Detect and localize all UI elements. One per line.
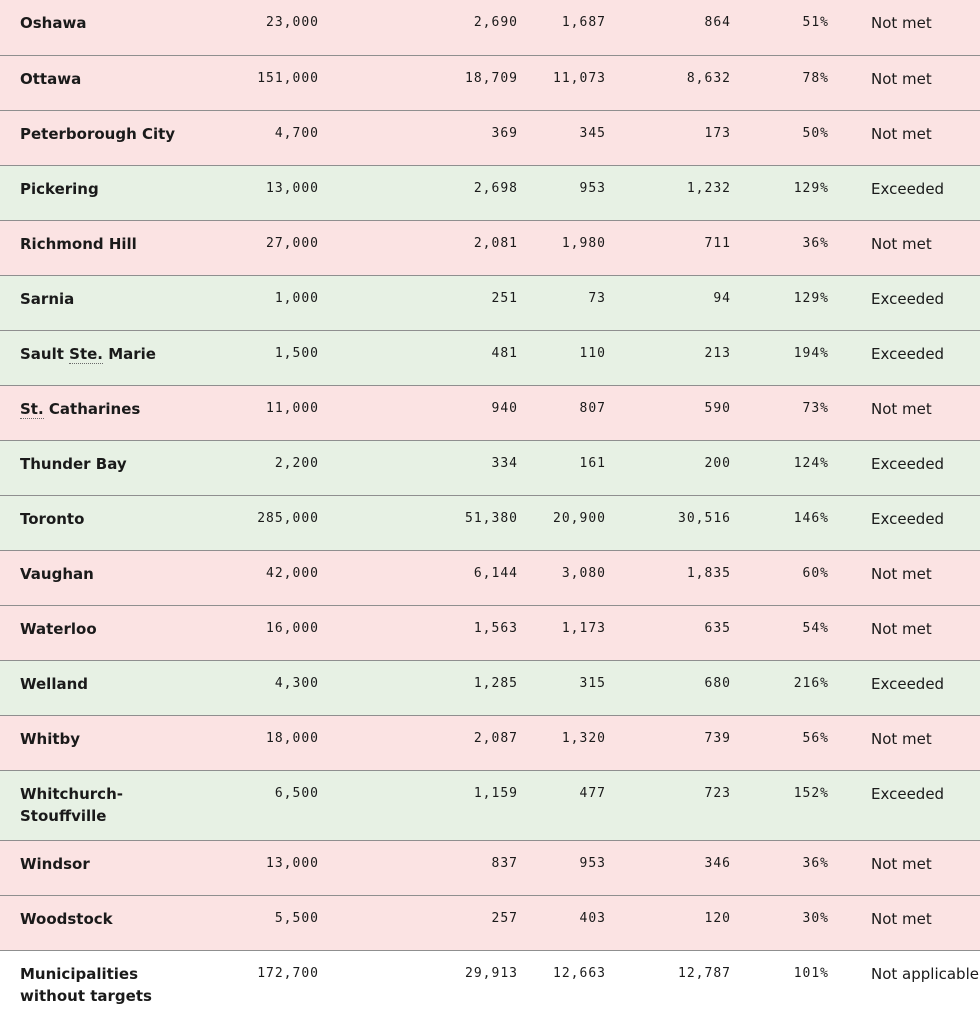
value-cell: 6,144 [473,565,518,581]
percent-value: 60% [802,565,829,581]
value-cell: 315 [579,675,606,691]
target-value: 13,000 [266,180,319,196]
table-row [0,440,980,495]
value-cell: 1,687 [561,15,606,30]
table-row [0,715,980,770]
value-cell: 1,173 [561,620,606,636]
value-cell: 2,690 [473,15,518,30]
value-cell: 369 [491,125,518,141]
table-row [0,950,980,1020]
value-cell: 94 [713,290,731,306]
value-cell: 481 [491,345,518,361]
table-row [0,385,980,440]
table-row [0,840,980,895]
value-cell: 213 [704,345,731,361]
status-text: Not applicable [871,964,979,983]
value-cell: 2,087 [473,730,518,746]
value-cell: 1,835 [686,565,731,581]
table-row [0,495,980,550]
table-row [0,110,980,165]
percent-value: 101% [793,965,829,981]
municipality-name: Welland [20,674,89,693]
status-text: Not met [871,909,932,928]
municipality-name: Ottawa [20,69,82,88]
municipality-name: Pickering [20,179,99,198]
value-cell: 1,980 [561,235,606,251]
table-row [0,550,980,605]
municipality-name: Thunder Bay [20,454,127,473]
target-value: 13,000 [266,855,319,871]
status-text: Not met [871,619,932,638]
value-cell: 200 [704,455,731,471]
table-row [0,330,980,385]
percent-value: 73% [802,400,829,416]
target-value: 2,200 [274,455,319,471]
target-value: 151,000 [257,70,319,86]
status-text: Not met [871,564,932,583]
name-line: Municipalities [20,964,139,983]
value-cell: 590 [704,400,731,416]
percent-value: 152% [793,785,829,801]
table-row [0,55,980,110]
value-cell: 1,563 [473,620,518,636]
value-cell: 403 [579,910,606,926]
value-cell: 257 [491,910,518,926]
value-cell: 161 [579,455,606,471]
value-cell: 20,900 [553,510,606,526]
status-text: Exceeded [871,454,945,473]
value-cell: 8,632 [686,70,731,86]
table-row [0,220,980,275]
value-cell: 29,913 [465,965,518,981]
value-cell: 18,709 [465,70,518,86]
value-cell: 680 [704,675,731,691]
value-cell: 1,320 [561,730,606,746]
status-text: Not met [871,399,932,418]
status-text: Exceeded [871,179,945,198]
municipality-name [0,385,200,440]
municipality-name: Richmond Hill [20,234,137,253]
target-value: 23,000 [266,15,319,30]
status-text: Exceeded [871,784,945,803]
table-row [0,165,980,220]
percent-value: 216% [793,675,829,691]
value-cell: 110 [579,345,606,361]
abbreviation: St. [20,399,44,418]
value-cell: 837 [491,855,518,871]
value-cell: 723 [704,785,731,801]
percent-value: 78% [802,70,829,86]
value-cell: 739 [704,730,731,746]
value-cell: 251 [491,290,518,306]
value-cell: 73 [588,290,606,306]
municipality-name: Vaughan [20,564,94,583]
municipality-name: Sarnia [20,289,75,308]
value-cell: 635 [704,620,731,636]
status-text: Not met [871,854,932,873]
status-text: Not met [871,69,932,88]
percent-value: 54% [802,620,829,636]
value-cell: 1,285 [473,675,518,691]
municipality-name: Oshawa [20,14,87,32]
value-cell: 953 [579,180,606,196]
percent-value: 129% [793,180,829,196]
status-text: Not met [871,729,932,748]
value-cell: 334 [491,455,518,471]
name-line: Whitchurch- [20,784,123,803]
percent-value: 194% [793,345,829,361]
municipality-name: Woodstock [20,909,113,928]
municipality-name: Whitby [20,729,81,748]
value-cell: 12,663 [553,965,606,981]
percent-value: 36% [802,235,829,251]
target-value: 11,000 [266,400,319,416]
value-cell: 2,698 [473,180,518,196]
name-part: Catharines [43,399,141,418]
table-row [0,660,980,715]
municipality-name: Toronto [20,509,85,528]
target-value: 285,000 [257,510,319,526]
status-text: Not met [871,234,932,253]
municipality-name [0,330,200,385]
value-cell: 12,787 [678,965,731,981]
name-part: Sault [20,344,70,363]
value-cell: 345 [579,125,606,141]
municipality-name [0,950,200,1020]
status-text: Exceeded [871,674,945,693]
status-text: Exceeded [871,509,945,528]
percent-value: 146% [793,510,829,526]
status-text: Exceeded [871,289,945,308]
value-cell: 711 [704,235,731,251]
abbreviation: Ste. [69,344,103,363]
percent-value: 51% [802,15,829,30]
value-cell: 120 [704,910,731,926]
value-cell: 30,516 [678,510,731,526]
value-cell: 953 [579,855,606,871]
value-cell: 11,073 [553,70,606,86]
name-part: Marie [103,344,156,363]
percent-value: 50% [802,125,829,141]
value-cell: 2,081 [473,235,518,251]
target-value: 1,500 [274,345,319,361]
table-row [0,275,980,330]
value-cell: 173 [704,125,731,141]
percent-value: 56% [802,730,829,746]
value-cell: 1,159 [473,785,518,801]
name-line: Stouffville [20,806,107,825]
municipality-name [0,770,200,840]
target-value: 172,700 [257,965,319,981]
table-row [0,770,980,840]
target-value: 42,000 [266,565,319,581]
percent-value: 30% [802,910,829,926]
target-value: 18,000 [266,730,319,746]
value-cell: 346 [704,855,731,871]
target-value: 16,000 [266,620,319,636]
status-text: Exceeded [871,344,945,363]
target-value: 1,000 [274,290,319,306]
municipality-name: Windsor [20,854,90,873]
value-cell: 807 [579,400,606,416]
table-row [0,0,980,55]
value-cell: 477 [579,785,606,801]
value-cell: 51,380 [465,510,518,526]
target-value: 4,700 [274,125,319,141]
value-cell: 3,080 [561,565,606,581]
status-text: Not met [871,124,932,143]
percent-value: 124% [793,455,829,471]
target-value: 4,300 [274,675,319,691]
target-value: 6,500 [274,785,319,801]
table-row [0,605,980,660]
name-line: without targets [20,986,152,1005]
status-text: Not met [871,14,932,32]
table-row [0,895,980,950]
value-cell: 940 [491,400,518,416]
municipality-name: Peterborough City [20,124,176,143]
percent-value: 129% [793,290,829,306]
municipality-name: Waterloo [20,619,97,638]
target-value: 27,000 [266,235,319,251]
value-cell: 864 [704,15,731,30]
value-cell: 1,232 [686,180,731,196]
percent-value: 36% [802,855,829,871]
target-value: 5,500 [274,910,319,926]
